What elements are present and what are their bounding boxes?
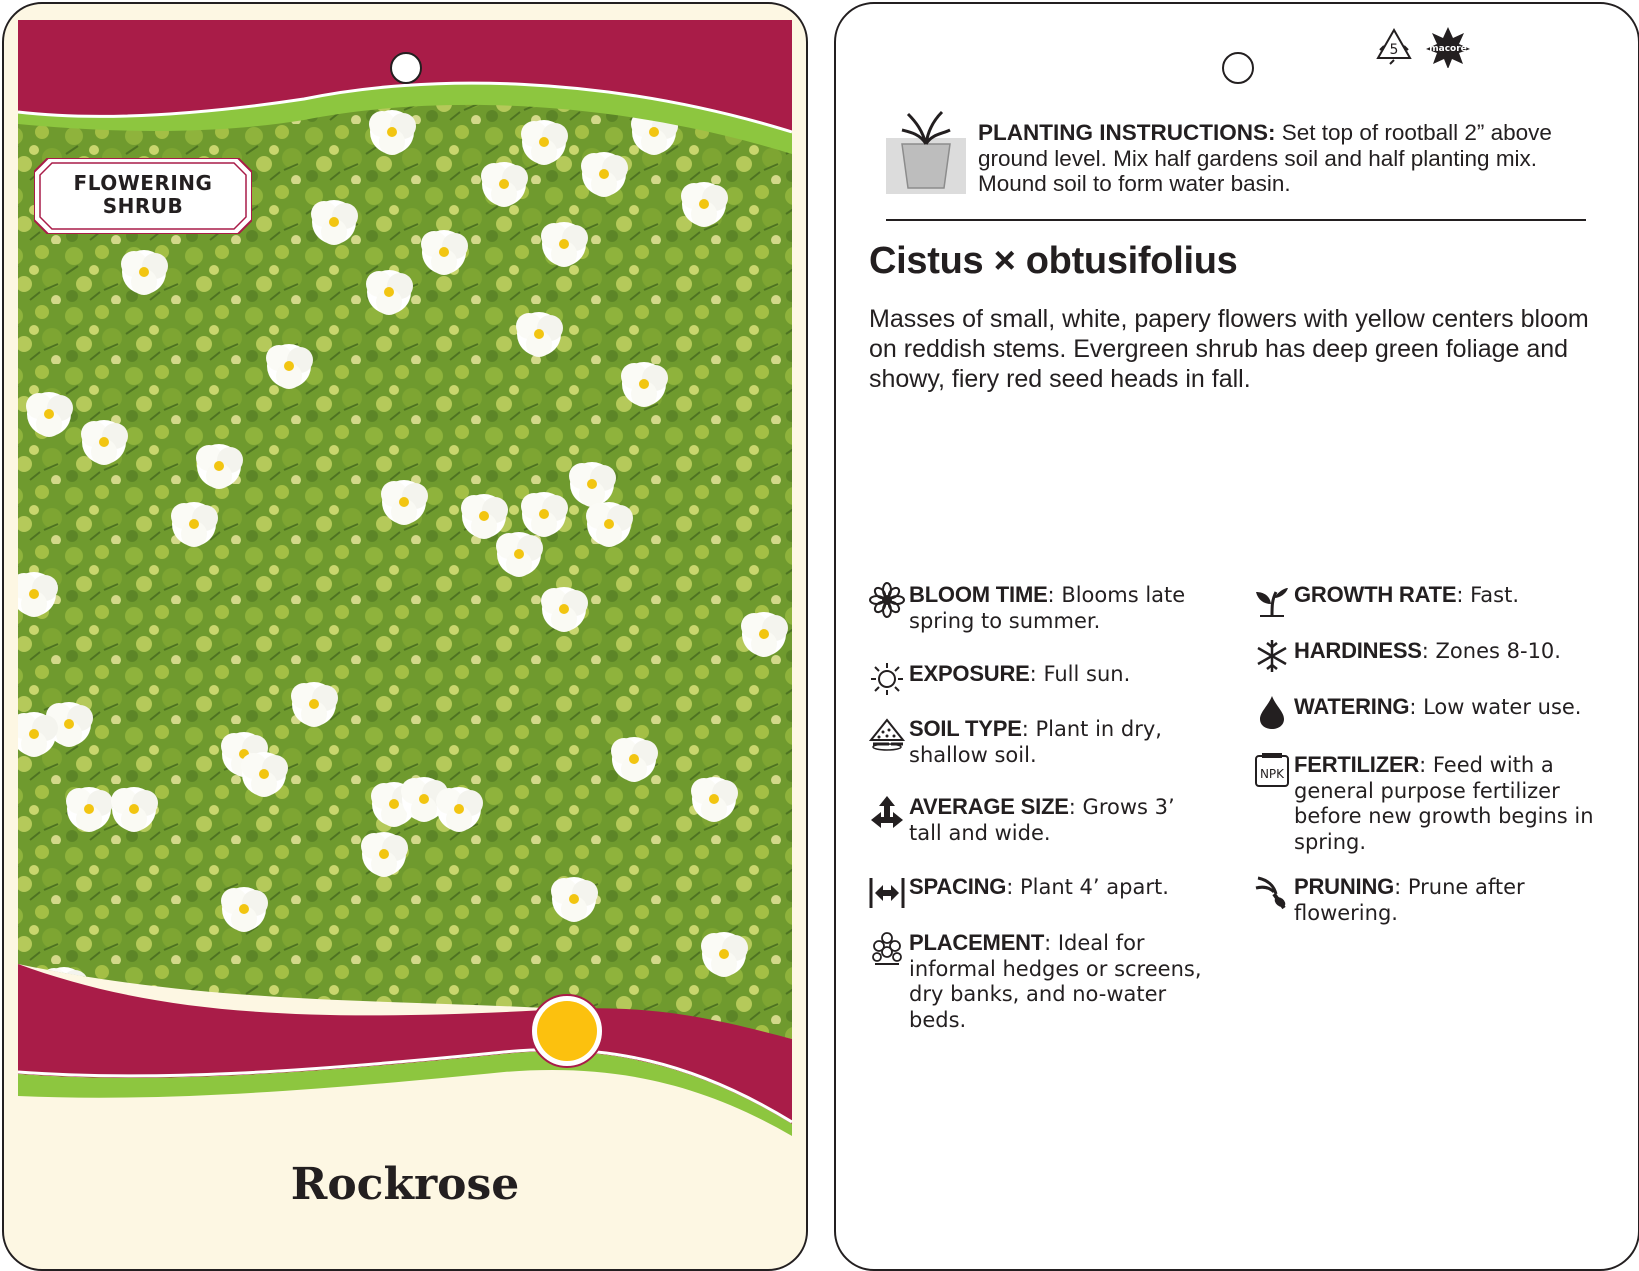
- front-tag: [2, 2, 808, 1271]
- attr-text: Feed with a general purpose fertilizer before new growth begins in spring.: [1294, 753, 1594, 854]
- planting-instructions: [886, 104, 1606, 204]
- botanical-name: Cistus × obtusifolius: [869, 240, 1238, 282]
- attr-text: Full sun.: [1043, 662, 1131, 686]
- attr-text: Plant in dry, shallow soil.: [909, 717, 1162, 767]
- attr-label: GROWTH RATE: [1294, 582, 1457, 607]
- snowflake-icon: [1254, 638, 1290, 674]
- attr-label: EXPOSURE: [909, 661, 1030, 686]
- attr-text: Blooms late spring to summer.: [909, 583, 1186, 633]
- recycle-5-icon: [1378, 30, 1410, 64]
- spacing-arrows-icon: [869, 874, 905, 910]
- potted-plant-icon: [886, 108, 966, 196]
- attr-label: PRUNING: [1294, 874, 1395, 899]
- badge-line-2: SHRUB: [102, 194, 184, 218]
- attr-label: BLOOM TIME: [909, 582, 1048, 607]
- attr-label: HARDINESS: [1294, 638, 1422, 663]
- attr-text: Zones 8-10.: [1435, 639, 1561, 663]
- recycle-marks: [1374, 26, 1484, 68]
- soil-icon: [869, 716, 905, 752]
- svg-text:NPK: NPK: [1259, 767, 1285, 781]
- attr-label: SPACING: [909, 874, 1007, 899]
- attr-text: Low water use.: [1423, 695, 1582, 719]
- attr-label: PLACEMENT: [909, 930, 1045, 955]
- attr-text: Grows 3’ tall and wide.: [909, 795, 1175, 845]
- attr-label: FERTILIZER: [1294, 752, 1420, 777]
- npk-fertilizer-icon: [1254, 752, 1290, 788]
- divider: [886, 219, 1586, 221]
- flower-icon: [869, 582, 905, 618]
- macore-logo-icon: [1426, 27, 1470, 68]
- attr-text: Prune after flowering.: [1294, 875, 1525, 925]
- planting-text: Set top of rootball 2” above ground level. Mix half gardens soil and half planting mix. Mound soil to form water basin.: [978, 120, 1552, 196]
- sprout-icon: [1254, 582, 1290, 618]
- badge-line-1: FLOWERING: [73, 171, 213, 195]
- pruning-shears-icon: [1254, 874, 1290, 910]
- back-tag: 5 macore PLANTING INSTRUCTIONS: Set top of rootball 2” above ground level. Mix half gardens soil and half planting mix. Mound soil to form water basin. Cistus × obtusifolius Masses of small, white, papery flowers with yellow centers bloom on reddish stems. Evergreen shrub has deep green foliage and showy, fiery red seed heads in fall. BLOOM TIME: Blooms late spring to summer. EXPOSURE: Full sun. SOIL TYPE: Plant in dry, shallow soil. AVERAGE SIZE: Grows 3’ tall and wide. SPACING: Plant 4’ apart. PLACEMENT: Ideal for informal hedges or screens, dry banks, and no-water beds. GROWTH RATE: Fast. HARDINESS: Zones 8-10. WATERING: Low water use. NPK FERTILIZER: Feed with a general purpose fertilizer before new growth begins in spring. PRUNING: Prune after flowering.: [834, 2, 1639, 1271]
- attr-text: Fast.: [1470, 583, 1520, 607]
- attr-text: Plant 4’ apart.: [1019, 875, 1169, 899]
- placement-icon: [869, 930, 905, 966]
- svg-text:macore: macore: [1429, 44, 1467, 54]
- category-badge-label: [34, 172, 252, 218]
- common-name: Rockrose: [290, 1159, 520, 1210]
- hang-hole: [390, 52, 422, 84]
- water-drop-icon: [1254, 694, 1290, 730]
- planting-label: PLANTING INSTRUCTIONS:: [978, 120, 1276, 145]
- plant-description: Masses of small, white, papery flowers with yellow centers bloom on reddish stems. Evergreen shrub has deep green foliage and showy, fiery red seed heads in fall.: [869, 305, 1589, 393]
- attr-label: AVERAGE SIZE: [909, 794, 1069, 819]
- attr-label: WATERING: [1294, 694, 1410, 719]
- sun-icon: [869, 661, 905, 697]
- hang-hole: [1222, 52, 1254, 84]
- size-arrows-icon: [869, 794, 905, 830]
- attr-label: SOIL TYPE: [909, 716, 1022, 741]
- svg-text:5: 5: [1389, 42, 1399, 58]
- attr-text: Ideal for informal hedges or screens, dry banks, and no-water beds.: [909, 931, 1202, 1032]
